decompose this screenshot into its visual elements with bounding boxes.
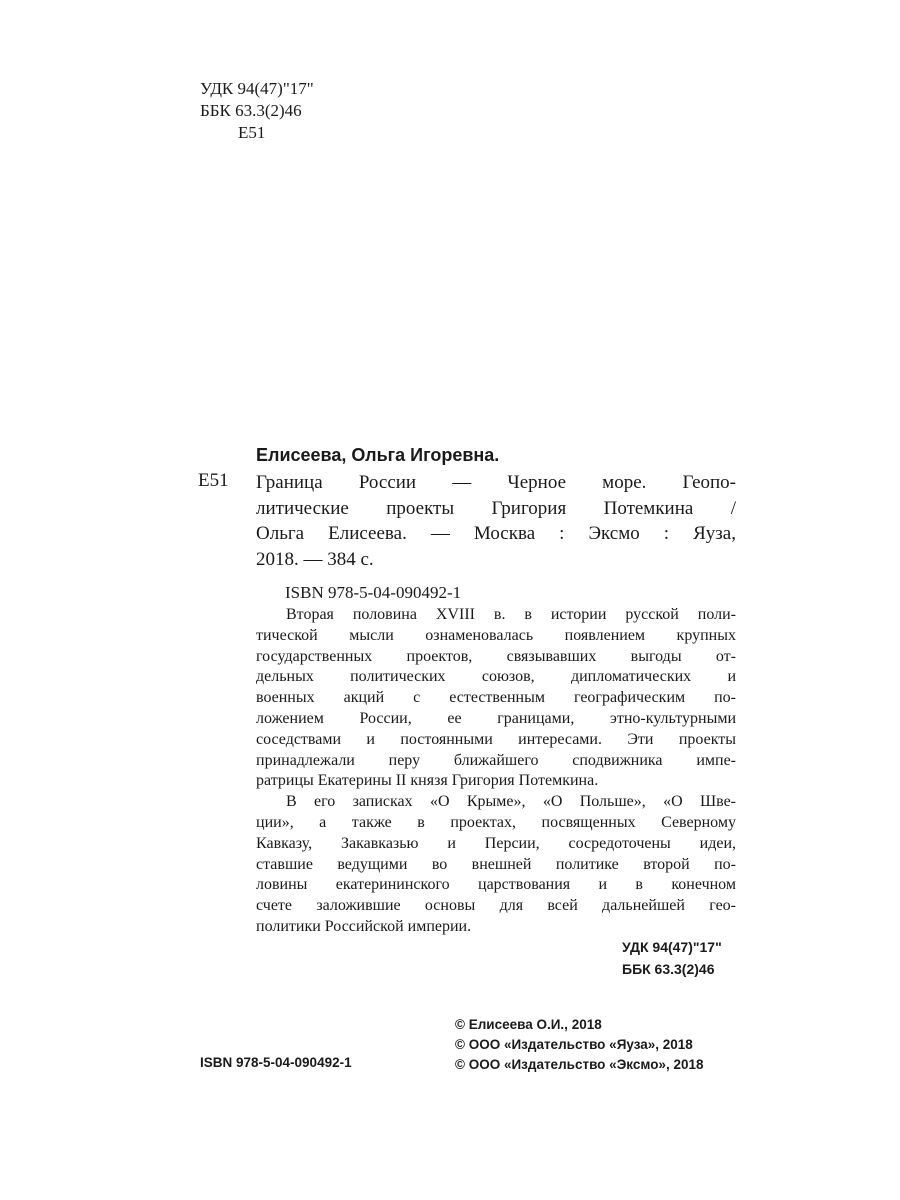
title-line: Граница России — Черное море. Геопо- bbox=[256, 472, 736, 493]
abstract-line: тической мысли ознаменовалась появлением крупных bbox=[256, 626, 736, 644]
abstract-line: политики Российской империи. bbox=[256, 917, 472, 935]
header-bbk: ББК 63.3(2)46 bbox=[200, 101, 302, 120]
abstract-line: военных акций с естественным географическим по- bbox=[256, 689, 736, 707]
abstract-line: ловины екатерининского царствования и в конечном bbox=[256, 876, 736, 894]
isbn-footer: ISBN 978-5-04-090492-1 bbox=[200, 1055, 352, 1070]
copyright-block bbox=[455, 1015, 703, 1075]
abstract-line: ции», а также в проектах, посвященных Северному bbox=[256, 813, 736, 831]
copyright-line: © ООО «Издательство «Яуза», 2018 bbox=[455, 1037, 693, 1052]
bbk-code: ББК 63.3(2)46 bbox=[622, 961, 715, 977]
title-line: 2018. — 384 с. bbox=[256, 548, 374, 570]
header-udk: УДК 94(47)"17" bbox=[200, 79, 314, 98]
author-code: Е51 bbox=[198, 470, 229, 491]
copyright-line: © Елисеева О.И., 2018 bbox=[455, 1017, 602, 1032]
author-name: Елисеева, Ольга Игоревна. bbox=[256, 445, 500, 465]
abstract-line: ратрицы Екатерины II князя Григория Потемкина. bbox=[256, 772, 599, 790]
abstract-line: соседствами и постоянными интересами. Эти проекты bbox=[256, 730, 736, 748]
abstract-line: Вторая половина XVIII в. в истории русской поли- bbox=[286, 606, 736, 623]
abstract-line: принадлежали перу ближайшего сподвижника импе- bbox=[256, 751, 736, 769]
header-code: Е51 bbox=[238, 123, 266, 142]
abstract bbox=[256, 605, 736, 938]
copyright-line: © ООО «Издательство «Эксмо», 2018 bbox=[455, 1057, 704, 1072]
abstract-line: дельных политических союзов, дипломатических и bbox=[256, 668, 736, 686]
abstract-line: государственных проектов, связывавших выгоды от- bbox=[256, 647, 736, 665]
abstract-line: Кавказу, Закавказью и Персии, сосредоточены идеи, bbox=[256, 834, 736, 852]
bibliographic-title bbox=[256, 470, 736, 572]
classification-codes bbox=[622, 936, 722, 980]
isbn-record: ISBN 978-5-04-090492-1 bbox=[285, 583, 462, 602]
udk-code: УДК 94(47)"17" bbox=[622, 939, 722, 955]
abstract-line: ложением России, ее границами, этно-культурными bbox=[256, 709, 736, 727]
title-line: Ольга Елисеева. — Москва : Эксмо : Яуза, bbox=[256, 523, 736, 544]
abstract-line: В его записках «О Крыме», «О Польше», «О Шве- bbox=[286, 793, 736, 811]
abstract-line: счете заложившие основы для всей дальнейшей гео- bbox=[256, 897, 736, 915]
header-classification bbox=[200, 78, 314, 144]
title-line: литические проекты Григория Потемкина / bbox=[256, 497, 736, 519]
abstract-line: ставшие ведущими во внешней политике второй по- bbox=[256, 855, 736, 873]
